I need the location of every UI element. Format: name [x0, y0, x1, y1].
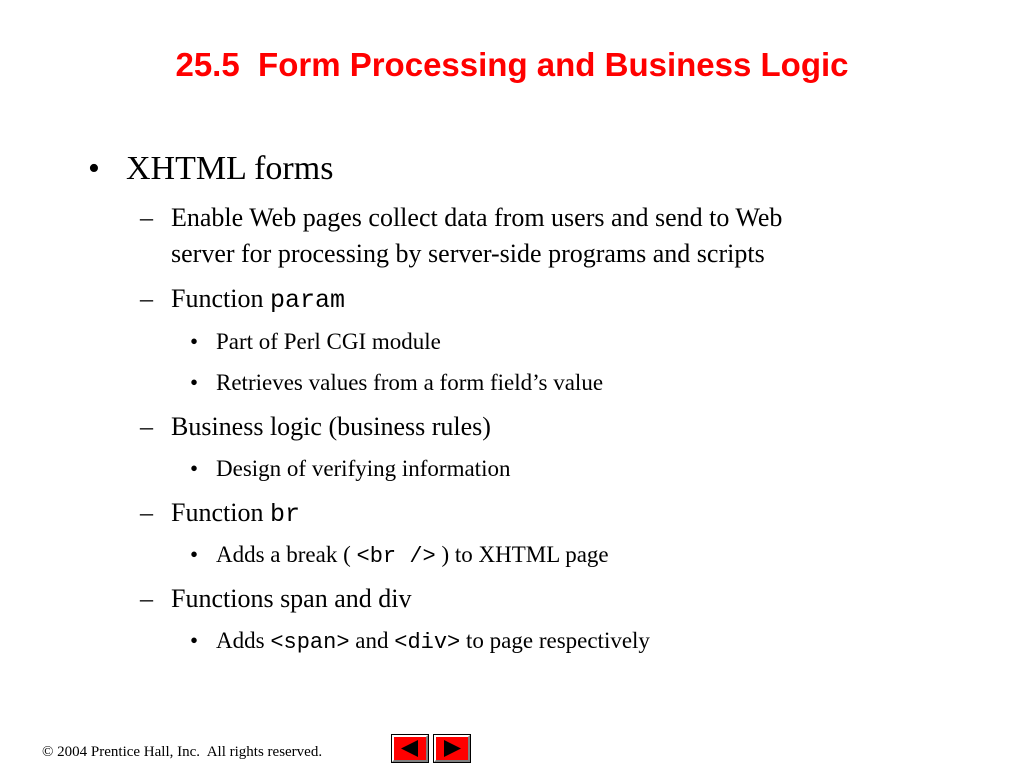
sub-bullet-function-br — [171, 498, 300, 529]
bullet-marker: • — [190, 542, 199, 567]
sub-bullet-text: Function — [171, 284, 270, 313]
copyright-symbol: © — [42, 744, 54, 760]
next-slide-button[interactable] — [434, 735, 470, 762]
bullet-marker: • — [190, 329, 199, 354]
sub-bullet-enable-line2: server for processing by server-side programs and scripts — [171, 239, 765, 268]
arrow-left-icon — [394, 737, 426, 760]
dash-marker: – — [140, 284, 153, 313]
dash-marker: – — [140, 584, 153, 613]
code-br: br — [269, 500, 300, 529]
bullet-marker: • — [88, 150, 100, 187]
sub-bullet-business-logic: Business logic (business rules) — [171, 412, 491, 441]
arrow-right-icon — [436, 737, 468, 760]
sub-sub-bullet-perl-cgi: Part of Perl CGI module — [216, 329, 441, 354]
code-br-tag: <br /> — [356, 544, 436, 569]
copyright-text: 2004 Prentice Hall, Inc. All rights reserved. — [53, 744, 323, 760]
sub-bullet-enable-line1: Enable Web pages collect data from users and send to Web — [171, 203, 783, 232]
copyright-footer — [42, 744, 322, 761]
sub-bullet-text: Function — [171, 498, 270, 527]
code-span-tag: <span> — [270, 630, 350, 655]
dash-marker: – — [140, 203, 153, 232]
sub-sub-bullet-design: Design of verifying information — [216, 456, 511, 481]
text-pre: Adds — [216, 628, 271, 653]
text-post: to page respectively — [460, 628, 650, 653]
sub-sub-bullet-retrieves: Retrieves values from a form field’s value — [216, 370, 604, 395]
bullet-xhtml-forms: XHTML forms — [126, 150, 334, 187]
dash-marker: – — [140, 412, 153, 441]
sub-sub-bullet-adds-span-div — [216, 628, 650, 655]
bullet-marker: • — [190, 628, 199, 653]
previous-slide-button[interactable] — [392, 735, 428, 762]
sub-bullet-span-div: Functions span and div — [171, 584, 412, 613]
bullet-marker: • — [190, 456, 199, 481]
text-pre: Adds a break ( — [216, 542, 357, 567]
slide-title: 25.5 Form Processing and Business Logic — [175, 46, 849, 83]
sub-bullet-function-param — [171, 284, 345, 315]
text-post: ) to XHTML page — [435, 542, 609, 567]
text-mid: and — [349, 628, 395, 653]
code-param: param — [269, 286, 345, 315]
sub-sub-bullet-adds-break — [216, 542, 609, 569]
bullet-marker: • — [190, 370, 199, 395]
code-div-tag: <div> — [394, 630, 461, 655]
dash-marker: – — [140, 498, 153, 527]
